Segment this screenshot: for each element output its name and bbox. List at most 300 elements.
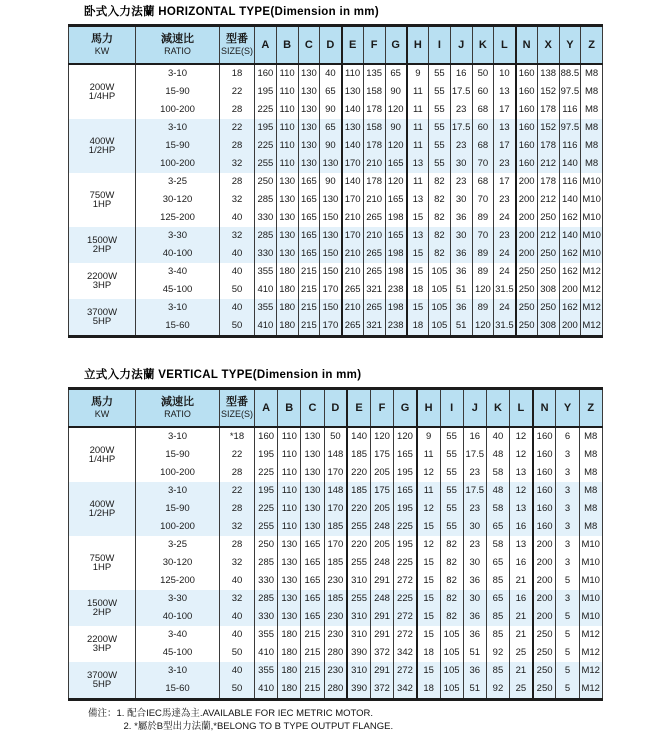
col-header-dim: J <box>463 389 486 428</box>
dim-cell: 160 <box>533 427 556 446</box>
size-cell: 50 <box>220 644 255 662</box>
dim-cell: 130 <box>342 119 364 137</box>
dim-cell: 175 <box>370 446 393 464</box>
dim-cell: 130 <box>276 191 298 209</box>
dim-cell: 12 <box>510 427 533 446</box>
dim-cell: 15 <box>417 572 440 590</box>
dim-cell: 130 <box>301 446 324 464</box>
size-cell: 50 <box>220 680 255 700</box>
col-header-dim: G <box>385 26 407 65</box>
dim-cell: 195 <box>394 464 417 482</box>
table-row <box>69 482 603 500</box>
dim-cell: 165 <box>298 173 320 191</box>
power-cell: 2200W 3HP <box>69 626 136 662</box>
dim-cell: M12 <box>581 263 603 281</box>
dim-cell: 160 <box>255 427 278 446</box>
dim-cell: 160 <box>516 137 538 155</box>
dim-cell: 215 <box>301 680 324 700</box>
footnote-line-2: 2. *屬於B型出力法蘭,*BELONG TO B TYPE OUTPUT FLANGE. <box>123 721 394 733</box>
dim-cell: 70 <box>472 155 494 173</box>
dim-cell: M8 <box>579 427 602 446</box>
vertical-table-title: 立式入力法蘭 VERTICAL TYPE(Dimension in mm) <box>84 369 362 381</box>
ratio-cell: 3-40 <box>136 626 220 644</box>
col-header-dim: Y <box>556 389 579 428</box>
dim-cell: M10 <box>579 554 602 572</box>
ratio-cell: 30-120 <box>136 191 220 209</box>
dim-cell: 130 <box>278 554 301 572</box>
size-cell: 28 <box>220 173 255 191</box>
dim-cell: 65 <box>486 554 509 572</box>
dim-cell: 105 <box>429 317 451 337</box>
dim-cell: 225 <box>255 101 277 119</box>
dim-cell: 285 <box>255 191 277 209</box>
ratio-cell: 3-10 <box>136 64 220 83</box>
table-row <box>69 626 603 644</box>
power-cell: 2200W 3HP <box>69 263 136 299</box>
dim-cell: 21 <box>510 662 533 680</box>
dim-cell: 120 <box>385 137 407 155</box>
dim-cell: 160 <box>533 500 556 518</box>
dim-cell: 23 <box>494 155 516 173</box>
col-header-dim: F <box>363 26 385 65</box>
dim-cell: 15 <box>417 608 440 626</box>
dim-cell: 210 <box>342 299 364 317</box>
size-cell: 50 <box>220 281 255 299</box>
dim-cell: 130 <box>278 536 301 554</box>
col-header-dim: B <box>276 26 298 65</box>
dim-cell: 255 <box>255 518 278 536</box>
dim-cell: 195 <box>394 536 417 554</box>
dim-cell: 170 <box>342 191 364 209</box>
dim-cell: 410 <box>255 317 277 337</box>
dim-cell: 85 <box>486 608 509 626</box>
dim-cell: 85 <box>486 572 509 590</box>
dim-cell: 130 <box>298 101 320 119</box>
dim-cell: 17.5 <box>463 482 486 500</box>
dim-cell: 5 <box>556 680 579 700</box>
col-header-dim: L <box>494 26 516 65</box>
dim-cell: 17 <box>494 101 516 119</box>
col-header-dim: B <box>278 389 301 428</box>
dim-cell: 195 <box>394 500 417 518</box>
dim-cell: 170 <box>324 536 347 554</box>
col-header-dim: G <box>394 389 417 428</box>
dim-cell: 21 <box>510 572 533 590</box>
dim-cell: 12 <box>417 536 440 554</box>
dim-cell: 30 <box>463 554 486 572</box>
dim-cell: 5 <box>556 662 579 680</box>
dim-cell: 230 <box>324 608 347 626</box>
dim-cell: 105 <box>429 281 451 299</box>
table-row <box>69 245 603 263</box>
size-cell: 22 <box>220 482 255 500</box>
dim-cell: 150 <box>320 245 342 263</box>
ratio-cell: 3-25 <box>136 173 220 191</box>
dim-cell: 410 <box>255 281 277 299</box>
dim-cell: 165 <box>394 482 417 500</box>
dim-cell: 30 <box>463 518 486 536</box>
dim-cell: 198 <box>385 209 407 227</box>
dim-cell: 24 <box>494 299 516 317</box>
dim-cell: 210 <box>363 155 385 173</box>
dim-cell: 310 <box>347 662 370 680</box>
dim-cell: 130 <box>301 482 324 500</box>
dim-cell: 18 <box>407 281 429 299</box>
dim-cell: 200 <box>559 281 581 299</box>
col-header-dim: L <box>510 389 533 428</box>
dim-cell: 215 <box>298 281 320 299</box>
dim-cell: 55 <box>429 101 451 119</box>
size-cell: 40 <box>220 299 255 317</box>
dim-cell: 90 <box>385 119 407 137</box>
dim-cell: 68 <box>472 101 494 119</box>
dim-cell: 180 <box>276 299 298 317</box>
dim-cell: 342 <box>394 644 417 662</box>
power-cell: 750W 1HP <box>69 536 136 590</box>
dim-cell: 170 <box>324 500 347 518</box>
dim-cell: 36 <box>463 572 486 590</box>
table-row <box>69 173 603 191</box>
dim-cell: 165 <box>394 446 417 464</box>
ratio-cell: 15-90 <box>136 83 220 101</box>
dim-cell: 120 <box>385 173 407 191</box>
dim-cell: 85 <box>486 626 509 644</box>
dim-cell: M10 <box>581 227 603 245</box>
dim-cell: 285 <box>255 590 278 608</box>
dim-cell: 330 <box>255 572 278 590</box>
dim-cell: 55 <box>429 119 451 137</box>
dim-cell: 25 <box>510 644 533 662</box>
dim-cell: 178 <box>363 173 385 191</box>
ratio-cell: 45-100 <box>136 644 220 662</box>
dim-cell: 92 <box>486 680 509 700</box>
dim-cell: 110 <box>276 83 298 101</box>
dim-cell: 36 <box>463 626 486 644</box>
dim-cell: 17.5 <box>450 83 472 101</box>
dim-cell: 120 <box>385 101 407 119</box>
table-row <box>69 209 603 227</box>
dim-cell: 88.5 <box>559 64 581 83</box>
dim-cell: 195 <box>255 83 277 101</box>
dim-cell: 355 <box>255 662 278 680</box>
dim-cell: 250 <box>537 245 559 263</box>
table-row <box>69 662 603 680</box>
dim-cell: M8 <box>581 83 603 101</box>
dim-cell: 250 <box>533 662 556 680</box>
dim-cell: 21 <box>510 626 533 644</box>
col-header-dim: K <box>486 389 509 428</box>
dim-cell: 178 <box>363 137 385 155</box>
dim-cell: 130 <box>298 64 320 83</box>
dim-cell: 130 <box>298 119 320 137</box>
size-cell: 18 <box>220 64 255 83</box>
dim-cell: 162 <box>559 263 581 281</box>
dim-cell: 21 <box>510 608 533 626</box>
dim-cell: 250 <box>533 644 556 662</box>
dim-cell: 55 <box>440 446 463 464</box>
dim-cell: 55 <box>440 500 463 518</box>
size-cell: 28 <box>220 536 255 554</box>
power-cell: 3700W 5HP <box>69 662 136 700</box>
dim-cell: 130 <box>278 572 301 590</box>
dim-cell: 13 <box>407 191 429 209</box>
dim-cell: 11 <box>417 446 440 464</box>
size-cell: 40 <box>220 245 255 263</box>
dim-cell: 230 <box>324 626 347 644</box>
dim-cell: 310 <box>347 626 370 644</box>
dim-cell: 55 <box>429 137 451 155</box>
dim-cell: 165 <box>301 536 324 554</box>
ratio-cell: 15-60 <box>136 317 220 337</box>
dim-cell: 215 <box>301 626 324 644</box>
ratio-cell: 125-200 <box>136 209 220 227</box>
dim-cell: 162 <box>559 245 581 263</box>
dim-cell: 82 <box>429 227 451 245</box>
dim-cell: 170 <box>324 464 347 482</box>
dim-cell: 165 <box>298 209 320 227</box>
dim-cell: 308 <box>537 281 559 299</box>
dim-cell: 12 <box>510 482 533 500</box>
size-cell: 28 <box>220 500 255 518</box>
dim-cell: 250 <box>516 263 538 281</box>
dim-cell: 13 <box>494 83 516 101</box>
dim-cell: 55 <box>440 482 463 500</box>
dim-cell: 36 <box>450 209 472 227</box>
dim-cell: 250 <box>516 281 538 299</box>
dim-cell: 90 <box>385 83 407 101</box>
dim-cell: 3 <box>556 536 579 554</box>
dim-cell: 265 <box>342 317 364 337</box>
dim-cell: 48 <box>486 482 509 500</box>
dim-cell: 200 <box>533 536 556 554</box>
dim-cell: 105 <box>440 644 463 662</box>
dim-cell: 170 <box>320 281 342 299</box>
dim-cell: 13 <box>510 464 533 482</box>
footnote-line-1: 1. 配合IEC馬達為主.AVAILABLE FOR IEC METRIC MOTOR. <box>116 708 374 719</box>
dim-cell: 12 <box>417 500 440 518</box>
dim-cell: 215 <box>301 662 324 680</box>
dim-cell: 185 <box>347 446 370 464</box>
col-header-dim: Z <box>581 26 603 65</box>
dim-cell: 55 <box>440 427 463 446</box>
col-header-dim: C <box>301 389 324 428</box>
col-header-size: 型番 SIZE(S) <box>220 26 255 65</box>
dim-cell: 250 <box>537 209 559 227</box>
col-header-size: 型番 SIZE(S) <box>220 389 255 428</box>
ratio-cell: 100-200 <box>136 101 220 119</box>
dim-cell: M12 <box>579 662 602 680</box>
dim-cell: 178 <box>363 101 385 119</box>
dim-cell: 82 <box>440 608 463 626</box>
col-header-dim: J <box>450 26 472 65</box>
dim-cell: 17 <box>494 137 516 155</box>
ratio-cell: 15-60 <box>136 680 220 700</box>
table-row <box>69 572 603 590</box>
size-cell: 32 <box>220 191 255 209</box>
col-header-dim: Z <box>579 389 602 428</box>
size-cell: *18 <box>220 427 255 446</box>
dim-cell: 23 <box>494 191 516 209</box>
dim-cell: 13 <box>407 155 429 173</box>
dim-cell: 116 <box>559 173 581 191</box>
dim-cell: 230 <box>324 662 347 680</box>
dim-cell: 160 <box>533 482 556 500</box>
dim-cell: 220 <box>347 464 370 482</box>
dim-cell: 250 <box>537 299 559 317</box>
dim-cell: 150 <box>320 299 342 317</box>
col-header-dim: D <box>320 26 342 65</box>
dim-cell: 372 <box>370 680 393 700</box>
dim-cell: M8 <box>581 64 603 83</box>
dim-cell: 225 <box>255 500 278 518</box>
footnote-label: 備注： <box>88 708 117 719</box>
dim-cell: 178 <box>537 173 559 191</box>
dim-cell: 355 <box>255 626 278 644</box>
dim-cell: 15 <box>407 209 429 227</box>
dim-cell: 248 <box>370 590 393 608</box>
col-header-dim: H <box>417 389 440 428</box>
size-cell: 28 <box>220 101 255 119</box>
ratio-cell: 125-200 <box>136 572 220 590</box>
dim-cell: M12 <box>581 299 603 317</box>
dim-cell: 160 <box>516 155 538 173</box>
dim-cell: 198 <box>385 299 407 317</box>
table-row <box>69 608 603 626</box>
col-header-dim: I <box>429 26 451 65</box>
ratio-cell: 3-25 <box>136 536 220 554</box>
col-header-dim: E <box>347 389 370 428</box>
dim-cell: 110 <box>278 500 301 518</box>
dim-cell: 11 <box>407 101 429 119</box>
dim-cell: M8 <box>581 155 603 173</box>
dim-cell: 200 <box>516 209 538 227</box>
dim-cell: 330 <box>255 245 277 263</box>
dim-cell: 130 <box>298 83 320 101</box>
ratio-cell: 15-90 <box>136 137 220 155</box>
dim-cell: 120 <box>472 281 494 299</box>
size-cell: 32 <box>220 155 255 173</box>
dim-cell: 248 <box>370 518 393 536</box>
dim-cell: 110 <box>276 137 298 155</box>
size-cell: 22 <box>220 446 255 464</box>
col-header-dim: I <box>440 389 463 428</box>
dim-cell: 185 <box>324 590 347 608</box>
col-header-dim: N <box>516 26 538 65</box>
dim-cell: 255 <box>255 155 277 173</box>
size-cell: 50 <box>220 317 255 337</box>
dim-cell: 200 <box>516 173 538 191</box>
power-cell: 3700W 5HP <box>69 299 136 337</box>
dim-cell: 51 <box>463 680 486 700</box>
dim-cell: M8 <box>581 101 603 119</box>
dim-cell: 130 <box>342 83 364 101</box>
dim-cell: 65 <box>486 518 509 536</box>
dim-cell: 65 <box>320 83 342 101</box>
dim-cell: 15 <box>417 518 440 536</box>
dim-cell: 16 <box>510 554 533 572</box>
col-header-dim: X <box>537 26 559 65</box>
size-cell: 32 <box>220 554 255 572</box>
vertical-type-table <box>68 387 603 701</box>
size-cell: 22 <box>220 119 255 137</box>
dim-cell: 31.5 <box>494 317 516 337</box>
dim-cell: 180 <box>278 644 301 662</box>
dim-cell: 138 <box>537 64 559 83</box>
table-row <box>69 518 603 536</box>
dim-cell: 130 <box>301 518 324 536</box>
dim-cell: 330 <box>255 608 278 626</box>
dim-cell: 248 <box>370 554 393 572</box>
dim-cell: 97.5 <box>559 83 581 101</box>
col-header-dim: H <box>407 26 429 65</box>
col-header-dim: D <box>324 389 347 428</box>
dim-cell: 3 <box>556 554 579 572</box>
dim-cell: 97.5 <box>559 119 581 137</box>
size-cell: 32 <box>220 590 255 608</box>
dim-cell: 116 <box>559 101 581 119</box>
dim-cell: 355 <box>255 299 277 317</box>
dim-cell: 89 <box>472 263 494 281</box>
dim-cell: 120 <box>472 317 494 337</box>
dim-cell: 165 <box>385 227 407 245</box>
dim-cell: M10 <box>579 536 602 554</box>
size-cell: 28 <box>220 137 255 155</box>
table-row <box>69 137 603 155</box>
dim-cell: 140 <box>347 427 370 446</box>
dim-cell: 170 <box>342 155 364 173</box>
dim-cell: 23 <box>450 101 472 119</box>
dim-cell: 230 <box>324 572 347 590</box>
table-row <box>69 500 603 518</box>
dim-cell: 200 <box>516 245 538 263</box>
dim-cell: 16 <box>510 590 533 608</box>
dim-cell: 82 <box>440 590 463 608</box>
dim-cell: M12 <box>579 644 602 662</box>
dim-cell: 165 <box>298 191 320 209</box>
table-row <box>69 227 603 245</box>
ratio-cell: 40-100 <box>136 245 220 263</box>
dim-cell: 250 <box>537 263 559 281</box>
col-header-dim: K <box>472 26 494 65</box>
dim-cell: M8 <box>581 119 603 137</box>
dim-cell: 110 <box>276 101 298 119</box>
dim-cell: 120 <box>370 427 393 446</box>
dim-cell: 180 <box>278 626 301 644</box>
dim-cell: 180 <box>278 680 301 700</box>
dim-cell: 180 <box>276 281 298 299</box>
dim-cell: 23 <box>450 173 472 191</box>
dim-cell: M8 <box>579 482 602 500</box>
col-header-dim: N <box>533 389 556 428</box>
ratio-cell: 3-10 <box>136 299 220 317</box>
dim-cell: 11 <box>407 83 429 101</box>
col-header-dim: A <box>255 26 277 65</box>
dim-cell: 185 <box>324 518 347 536</box>
dim-cell: 68 <box>472 173 494 191</box>
dim-cell: 170 <box>320 317 342 337</box>
dim-cell: 5 <box>556 572 579 590</box>
dim-cell: 250 <box>533 626 556 644</box>
col-header-dim: Y <box>559 26 581 65</box>
dim-cell: 3 <box>556 464 579 482</box>
dim-cell: 200 <box>533 590 556 608</box>
size-cell: 28 <box>220 464 255 482</box>
size-cell: 40 <box>220 662 255 680</box>
table-row <box>69 101 603 119</box>
power-cell: 400W 1/2HP <box>69 119 136 173</box>
dim-cell: 140 <box>559 155 581 173</box>
dim-cell: M12 <box>579 626 602 644</box>
